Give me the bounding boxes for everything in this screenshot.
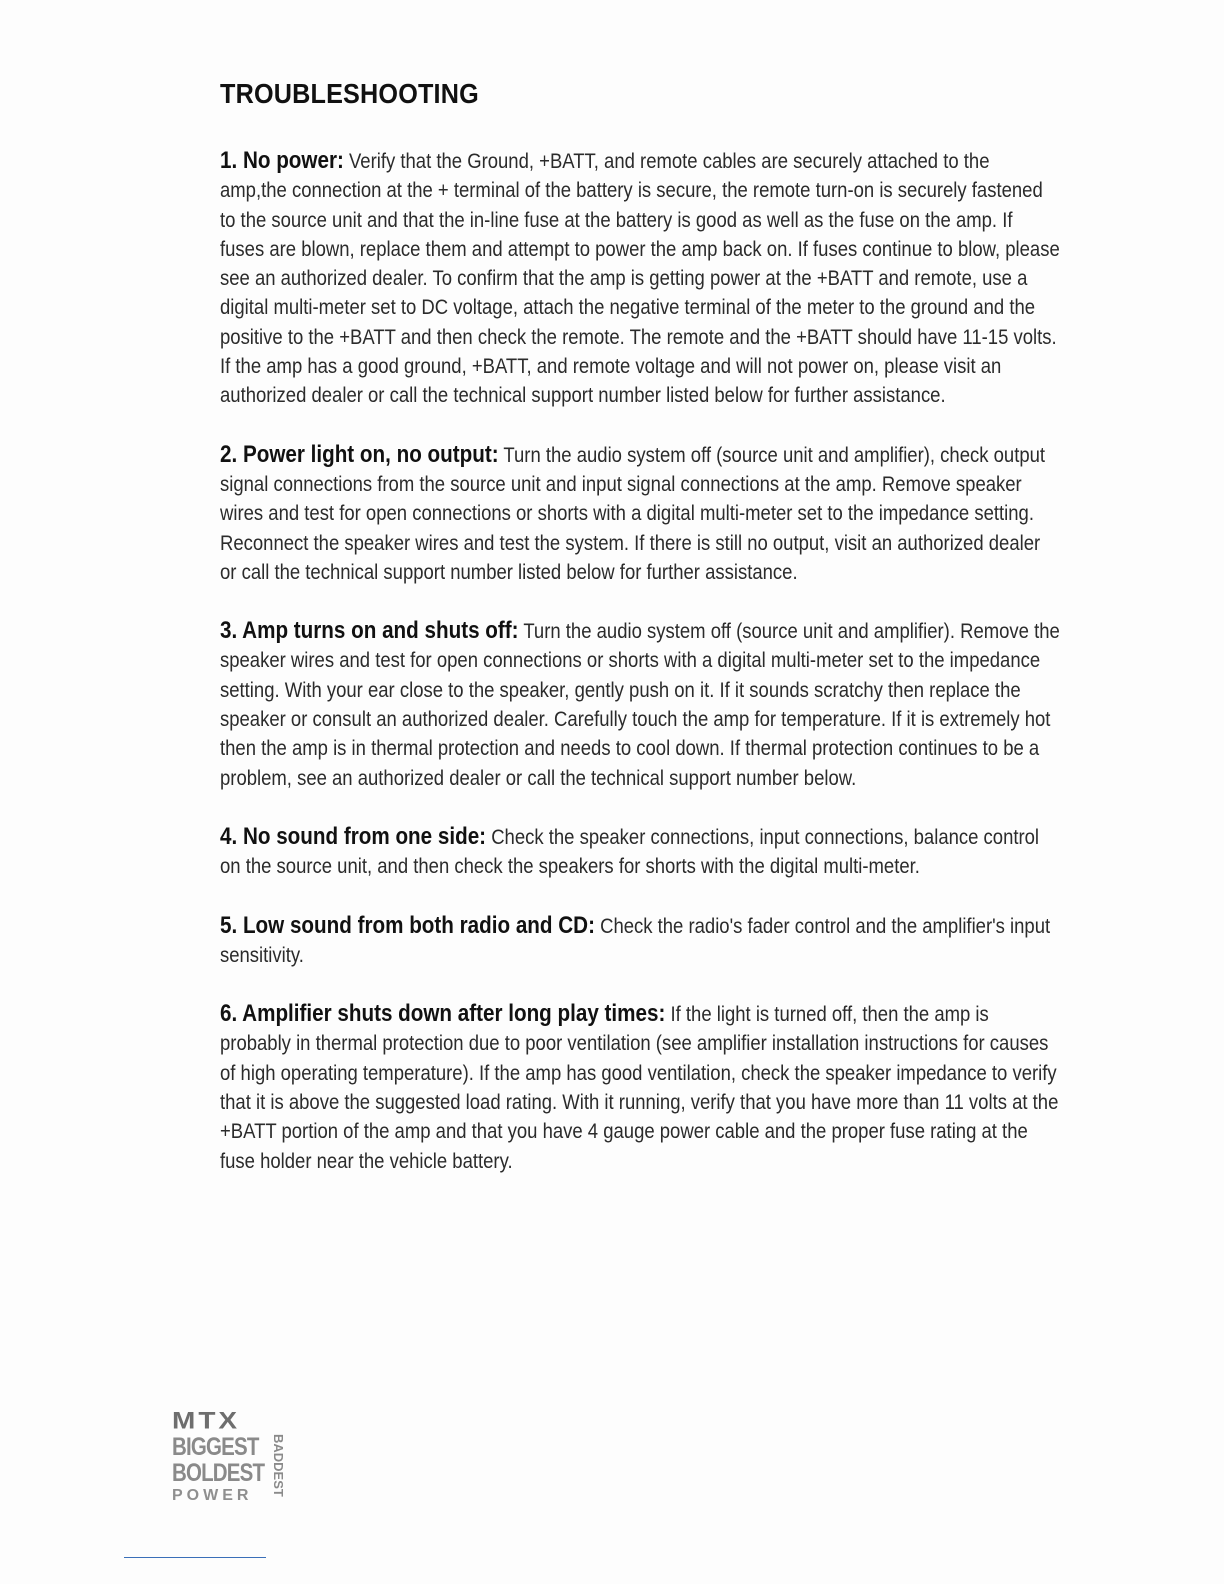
document-content [220,78,1060,1205]
troubleshooting-item-one-side [220,822,1061,882]
item-text: Check the speaker connections, input connections, balance control on the source unit, and then check the speakers for shorts with the digital multi-meter. [220,824,1040,879]
item-heading: 4. No sound from one side: [220,822,487,850]
troubleshooting-item-long-play [220,999,1061,1176]
troubleshooting-item-low-sound [220,911,1061,971]
item-heading: 5. Low sound from both radio and CD: [220,911,595,939]
logo-word-stack [172,1434,270,1506]
logo-word-biggest: BIGGEST [172,1433,259,1461]
footer-rule [124,1557,266,1558]
item-text: Verify that the Ground, +BATT, and remote cables are securely attached to the amp,the connection at the + terminal of the battery is secure, the remote turn-on is securely fastened to the source unit and that the in-line fuse at the battery is good as well as the fuse on the amp. If fuses are blown, replace them and attempt to power the amp back on. If fuses continue to blow, please see an authorized dealer. To confirm that the amp is getting power at the +BATT and remote, use a digital multi-meter set to DC voltage, attach the negative terminal of the meter to the ground and the positive to the +BATT and then check the remote. The remote and the +BATT should have 11-15 volts. If the amp has a good ground, +BATT, and remote voltage and will not power on, please visit an authorized dealer or call the technical support number listed below for further assistance. [220,149,1060,408]
page-title: TROUBLESHOOTING [220,78,479,109]
mtx-logo [172,1407,290,1522]
troubleshooting-item-no-output [220,440,1061,587]
logo-word-baddest: BADDEST [271,1434,286,1497]
logo-word-boldest: BOLDEST [172,1459,265,1487]
troubleshooting-item-shuts-off [220,616,1061,793]
item-heading: 6. Amplifier shuts down after long play times: [220,1000,666,1028]
item-text: Check the radio's fader control and the amplifier's input sensitivity. [220,913,1051,967]
logo-word-power: POWER [172,1487,253,1504]
troubleshooting-item-no-power [220,146,1061,411]
item-text: Turn the audio system off (source unit and amplifier). Remove the speaker wires and test for open connections or shorts with a digital multi-meter set to the impedance setting. With your ear close to the speaker, gently push on it. If it sounds scratchy then replace the speaker or consult an authorized dealer. Carefully touch the amp for temperature. If it is extremely hot then the amp is in thermal protection and needs to cool down. If thermal protection continues to be a problem, see an authorized dealer or call the technical support number below. [220,619,1060,790]
item-heading: 1. No power: [220,147,344,174]
item-heading: 3. Amp turns on and shuts off: [220,617,519,645]
item-text: Turn the audio system off (source unit and amplifier), check output signal connections from the source unit and input signal connections at the amp. Remove speaker wires and test for open connections or shorts with a digital multi-meter set to the impedance setting. Reconnect the speaker wires and test the system. If there is still no output, visit an authorized dealer or call the technical support number listed below for further assistance. [220,442,1046,584]
item-text: If the light is turned off, then the amp is probably in thermal protection due to poor ventilation (see amplifier installation instructions for causes of high operating temperature). If the amp has good ventilation, check the speaker impedance to verify that it is above the suggested load rating. With it running, verify that you have more than 11 volts at the +BATT portion of the amp and that you have 4 gauge power cable and the proper fuse rating at the fuse holder near the vehicle battery. [220,1002,1059,1173]
item-heading: 2. Power light on, no output: [220,440,499,468]
logo-brand: MTX [172,1407,241,1434]
